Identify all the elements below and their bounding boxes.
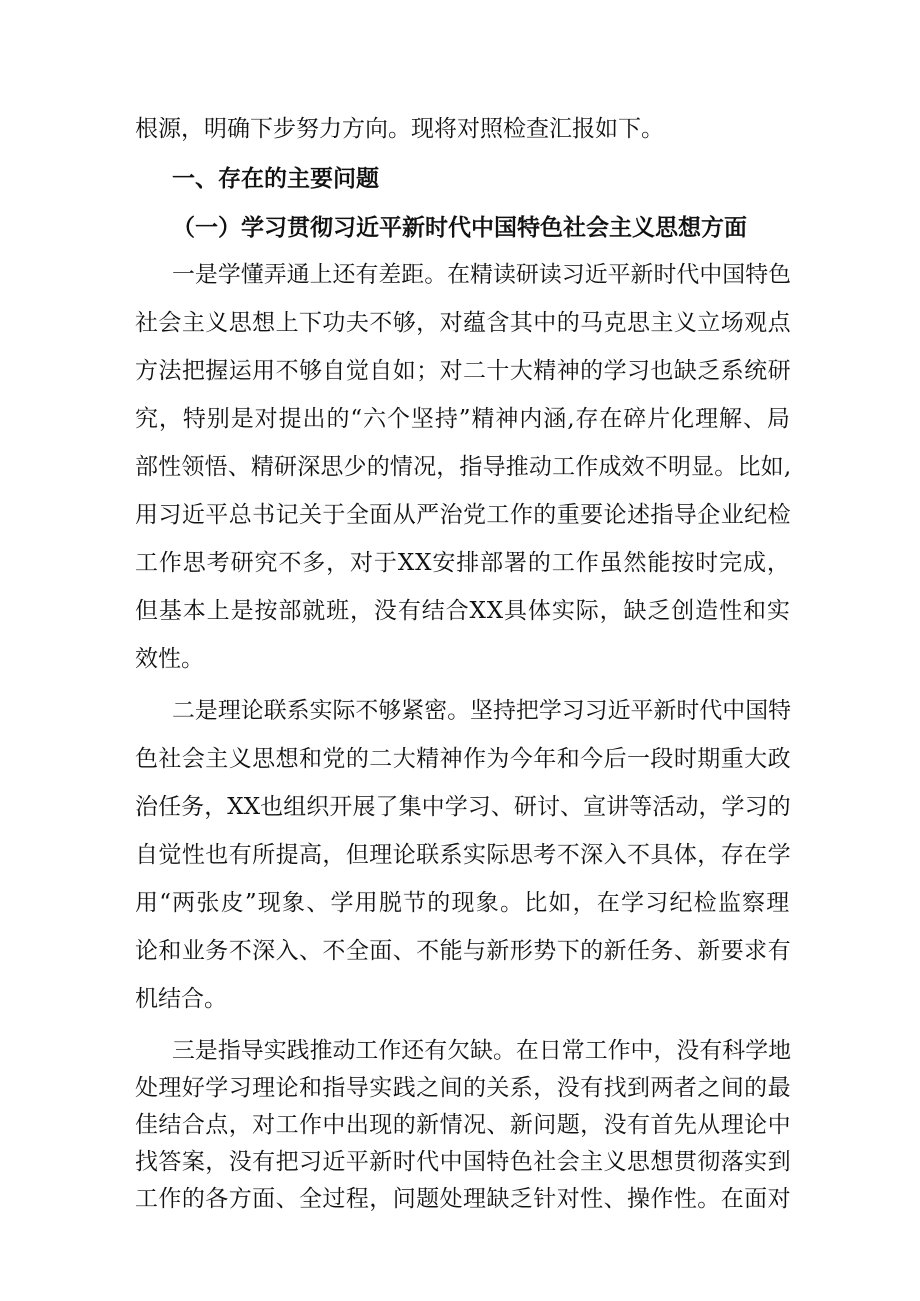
paragraph-line: 效性。 (135, 646, 204, 672)
paragraph-line: 用“两张皮”现象、学用脱节的现象。比如，在学习纪检监察理 (135, 890, 791, 916)
paragraph-line: 自觉性也有所提高，但理论联系实际思考不深入不具体，存在学 (135, 842, 791, 868)
paragraph-line: 工作思考研究不多，对于XX安排部署的工作虽然能按时完成， (135, 550, 791, 576)
paragraph-line: 根源，明确下步努力方向。现将对照检查汇报如下。 (135, 116, 664, 142)
paragraph-line: 处理好学习理论和指导实践之间的关系，没有找到两者之间的最 (135, 1075, 791, 1101)
paragraph-line: 部性领悟、精研深思少的情况，指导推动工作成效不明显。比如, (135, 454, 792, 480)
paragraph-line: 究，特别是对提出的“六个坚持”精神内涵,存在碎片化理解、局 (135, 406, 791, 432)
section-heading: 一、存在的主要问题 (172, 165, 379, 192)
paragraph-line: 佳结合点，对工作中出现的新情况、新问题，没有首先从理论中 (135, 1112, 791, 1138)
paragraph-line: 三是指导实践推动工作还有欠缺。在日常工作中，没有科学地 (172, 1038, 792, 1064)
paragraph-line: 社会主义思想上下功夫不够，对蕴含其中的马克思主义立场观点 (135, 310, 791, 336)
paragraph-line: 二是理论联系实际不够紧密。坚持把学习习近平新时代中国特 (172, 698, 792, 724)
paragraph-line: 论和业务不深入、不全面、不能与新形势下的新任务、新要求有 (135, 938, 791, 964)
paragraph-line: 一是学懂弄通上还有差距。在精读研读习近平新时代中国特色 (172, 262, 792, 288)
paragraph-line: 工作的各方面、全过程，问题处理缺乏针对性、操作性。在面对 (135, 1186, 791, 1212)
paragraph-line: 治任务，XX也组织开展了集中学习、研讨、宣讲等活动，学习的 (135, 794, 791, 820)
paragraph-line: 用习近平总书记关于全面从严治党工作的重要论述指导企业纪检 (135, 502, 791, 528)
paragraph-line: 色社会主义思想和党的二大精神作为今年和今后一段时期重大政 (135, 746, 791, 772)
subsection-heading: （一）学习贯彻习近平新时代中国特色社会主义思想方面 (172, 214, 747, 241)
paragraph-line: 找答案，没有把习近平新时代中国特色社会主义思想贯彻落实到 (135, 1149, 791, 1175)
paragraph-line: 方法把握运用不够自觉自如；对二十大精神的学习也缺乏系统研 (135, 358, 791, 384)
paragraph-line: 机结合。 (135, 986, 227, 1012)
paragraph-line: 但基本上是按部就班，没有结合XX具体实际，缺乏创造性和实 (135, 598, 791, 624)
